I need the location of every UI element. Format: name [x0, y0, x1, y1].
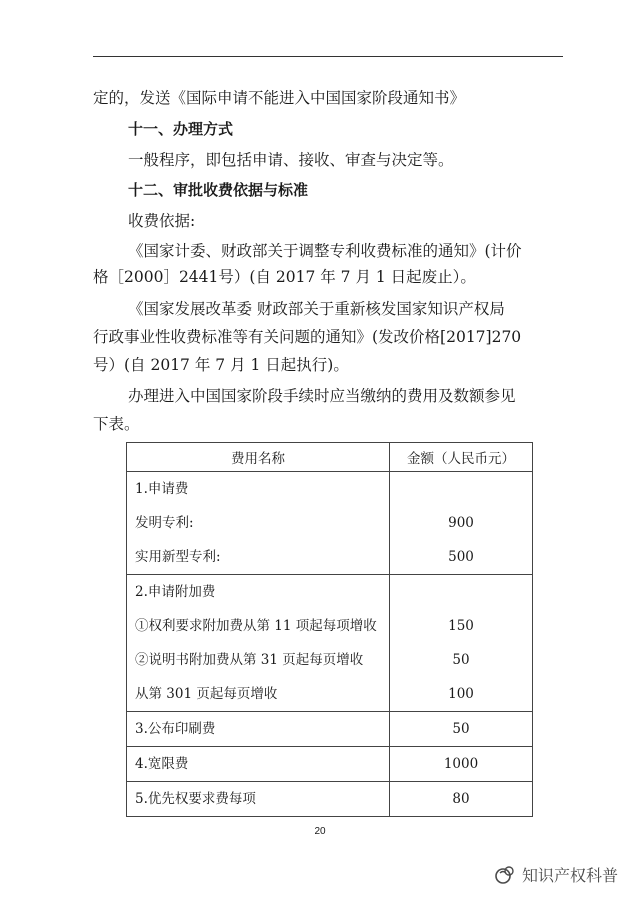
table-row [127, 782, 533, 817]
section-heading-12: 十二、审批收费依据与标准 [128, 181, 309, 199]
paragraph-line: 定的，发送《国际申请不能进入中国国家阶段通知书》 [93, 89, 466, 107]
fee-item-name: 4.宽限费 [135, 756, 189, 772]
fee-item-name: 2.申请附加费 [135, 584, 216, 600]
paragraph-line: 收费依据: [128, 212, 196, 230]
fee-amount-cell [390, 782, 533, 817]
fee-amount-cell [390, 712, 533, 747]
fee-name-cell [127, 575, 390, 712]
fee-item-amount: 900 [448, 515, 474, 531]
header-rule [93, 56, 563, 57]
watermark-text: 知识产权科普 [521, 866, 618, 885]
fee-amount-cell [390, 575, 533, 712]
section-heading-11: 十一、办理方式 [128, 120, 234, 138]
watermark [494, 863, 618, 886]
fee-table [126, 442, 533, 817]
fee-item-name: ②说明书附加费从第 31 页起每页增收 [135, 652, 364, 668]
paragraph-line: 行政事业性收费标准等有关问题的通知》(发改价格[2017]270 [93, 328, 522, 346]
fee-item-amount: 500 [448, 549, 474, 565]
table-row [127, 472, 533, 575]
paragraph-line: 格［2000］2441号）(自 2017 年 7 月 1 日起废止）。 [93, 268, 476, 286]
header-fee-name: 费用名称 [127, 443, 390, 472]
fee-item-amount: 80 [452, 791, 470, 807]
page-number: 20 [314, 826, 326, 837]
fee-item-amount: 150 [448, 618, 474, 634]
fee-item-amount: 50 [452, 721, 470, 737]
fee-item-amount: 1000 [443, 756, 479, 772]
fee-item-name: 实用新型专利: [135, 549, 221, 565]
paragraph-line: 号）(自 2017 年 7 月 1 日起执行)。 [93, 356, 349, 374]
fee-item-name: 发明专利: [135, 515, 194, 531]
paragraph-line: 一般程序，即包括申请、接收、审查与决定等。 [128, 151, 454, 169]
fee-item-amount: 50 [452, 652, 470, 668]
table-row [127, 712, 533, 747]
fee-amount-cell [390, 472, 533, 575]
paragraph-line: 《国家计委、财政部关于调整专利收费标准的通知》(计价 [128, 242, 522, 260]
table-row [127, 575, 533, 712]
table-header-row [127, 443, 533, 472]
fee-name-cell [127, 472, 390, 575]
fee-item-name: ①权利要求附加费从第 11 项起每项增收 [135, 618, 377, 634]
fee-item-name: 3.公布印刷费 [135, 721, 216, 737]
fee-item-name: 5.优先权要求费每项 [135, 791, 256, 807]
wechat-official-account-icon [494, 865, 516, 885]
fee-name-cell [127, 747, 390, 782]
fee-item-name: 从第 301 页起每页增收 [135, 686, 278, 702]
table-row [127, 747, 533, 782]
header-fee-amount: 金额（人民币元） [390, 443, 533, 472]
paragraph-line: 办理进入中国国家阶段手续时应当缴纳的费用及数额参见 [128, 387, 516, 405]
paragraph-line: 下表。 [93, 415, 140, 433]
fee-name-cell [127, 712, 390, 747]
fee-item-amount: 100 [448, 686, 474, 702]
fee-item-amount [398, 472, 524, 506]
fee-amount-cell [390, 747, 533, 782]
fee-item-name: 1.申请费 [135, 481, 189, 497]
fee-item-amount [398, 575, 524, 609]
paragraph-line: 《国家发展改革委 财政部关于重新核发国家知识产权局 [128, 300, 505, 318]
fee-name-cell [127, 782, 390, 817]
